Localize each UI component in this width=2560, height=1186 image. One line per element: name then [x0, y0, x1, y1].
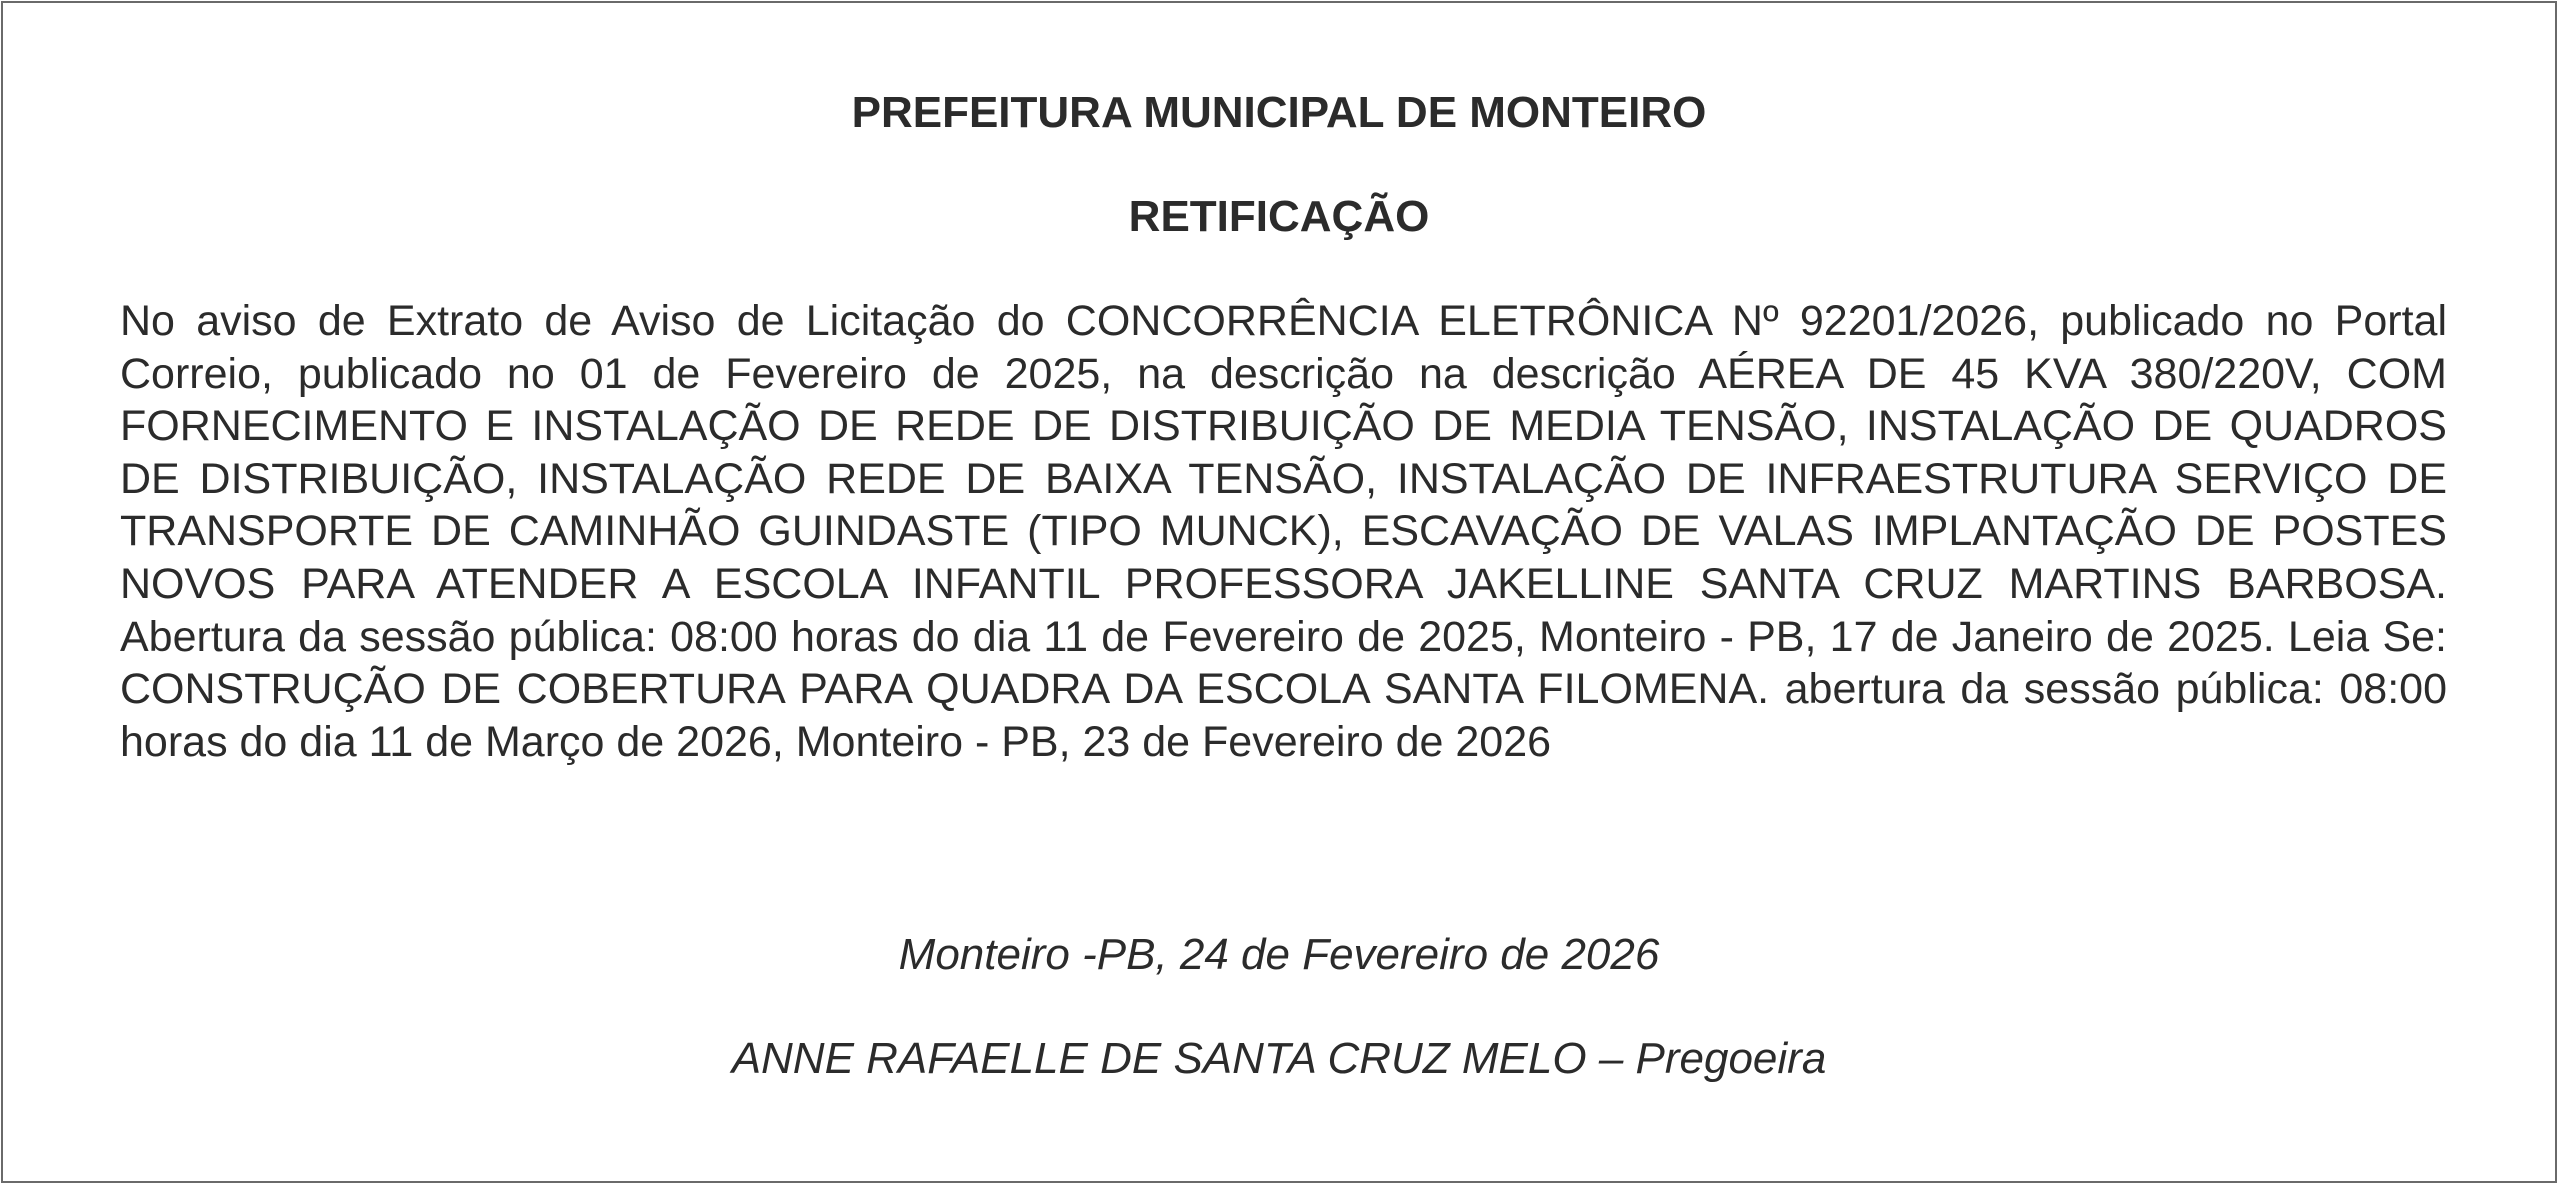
- signatory: ANNE RAFAELLE DE SANTA CRUZ MELO – Pregoeira: [731, 1034, 1827, 1083]
- place-and-date: Monteiro -PB, 24 de Fevereiro de 2026: [898, 930, 1660, 979]
- document-type-title: RETIFICAÇÃO: [1128, 192, 1430, 241]
- organization-title: PREFEITURA MUNICIPAL DE MONTEIRO: [851, 88, 1707, 137]
- notice-frame: [1, 1, 2557, 1183]
- notice-body: No aviso de Extrato de Aviso de Licitação do CONCORRÊNCIA ELETRÔNICA Nº 92201/2026, publicado no Portal Correio, publicado no 01 de Fevereiro de 2025, na descrição na descrição AÉREA DE 45 KVA 380/220V, COM FORNECIMENTO E INSTALAÇÃO DE REDE DE DISTRIBUIÇÃO DE MEDIA TENSÃO, INSTALAÇÃO DE QUADROS DE DISTRIBUIÇÃO, INSTALAÇÃO REDE DE BAIXA TENSÃO, INSTALAÇÃO DE INFRAESTRUTURA SERVIÇO DE TRANSPORTE DE CAMINHÃO GUINDASTE (TIPO MUNCK), ESCAVAÇÃO DE VALAS IMPLANTAÇÃO DE POSTES NOVOS PARA ATENDER A ESCOLA INFANTIL PROFESSORA JAKELLINE SANTA CRUZ MARTINS BARBOSA. Abertura da sessão pública: 08:00 horas do dia 11 de Fevereiro de 2025, Monteiro - PB, 17 de Janeiro de 2025. Leia Se: CONSTRUÇÃO DE COBERTURA PARA QUADRA DA ESCOLA SANTA FILOMENA. abertura da sessão pública: 08:00 horas do dia 11 de Março de 2026, Monteiro - PB, 23 de Fevereiro de 2026: [120, 297, 2447, 766]
